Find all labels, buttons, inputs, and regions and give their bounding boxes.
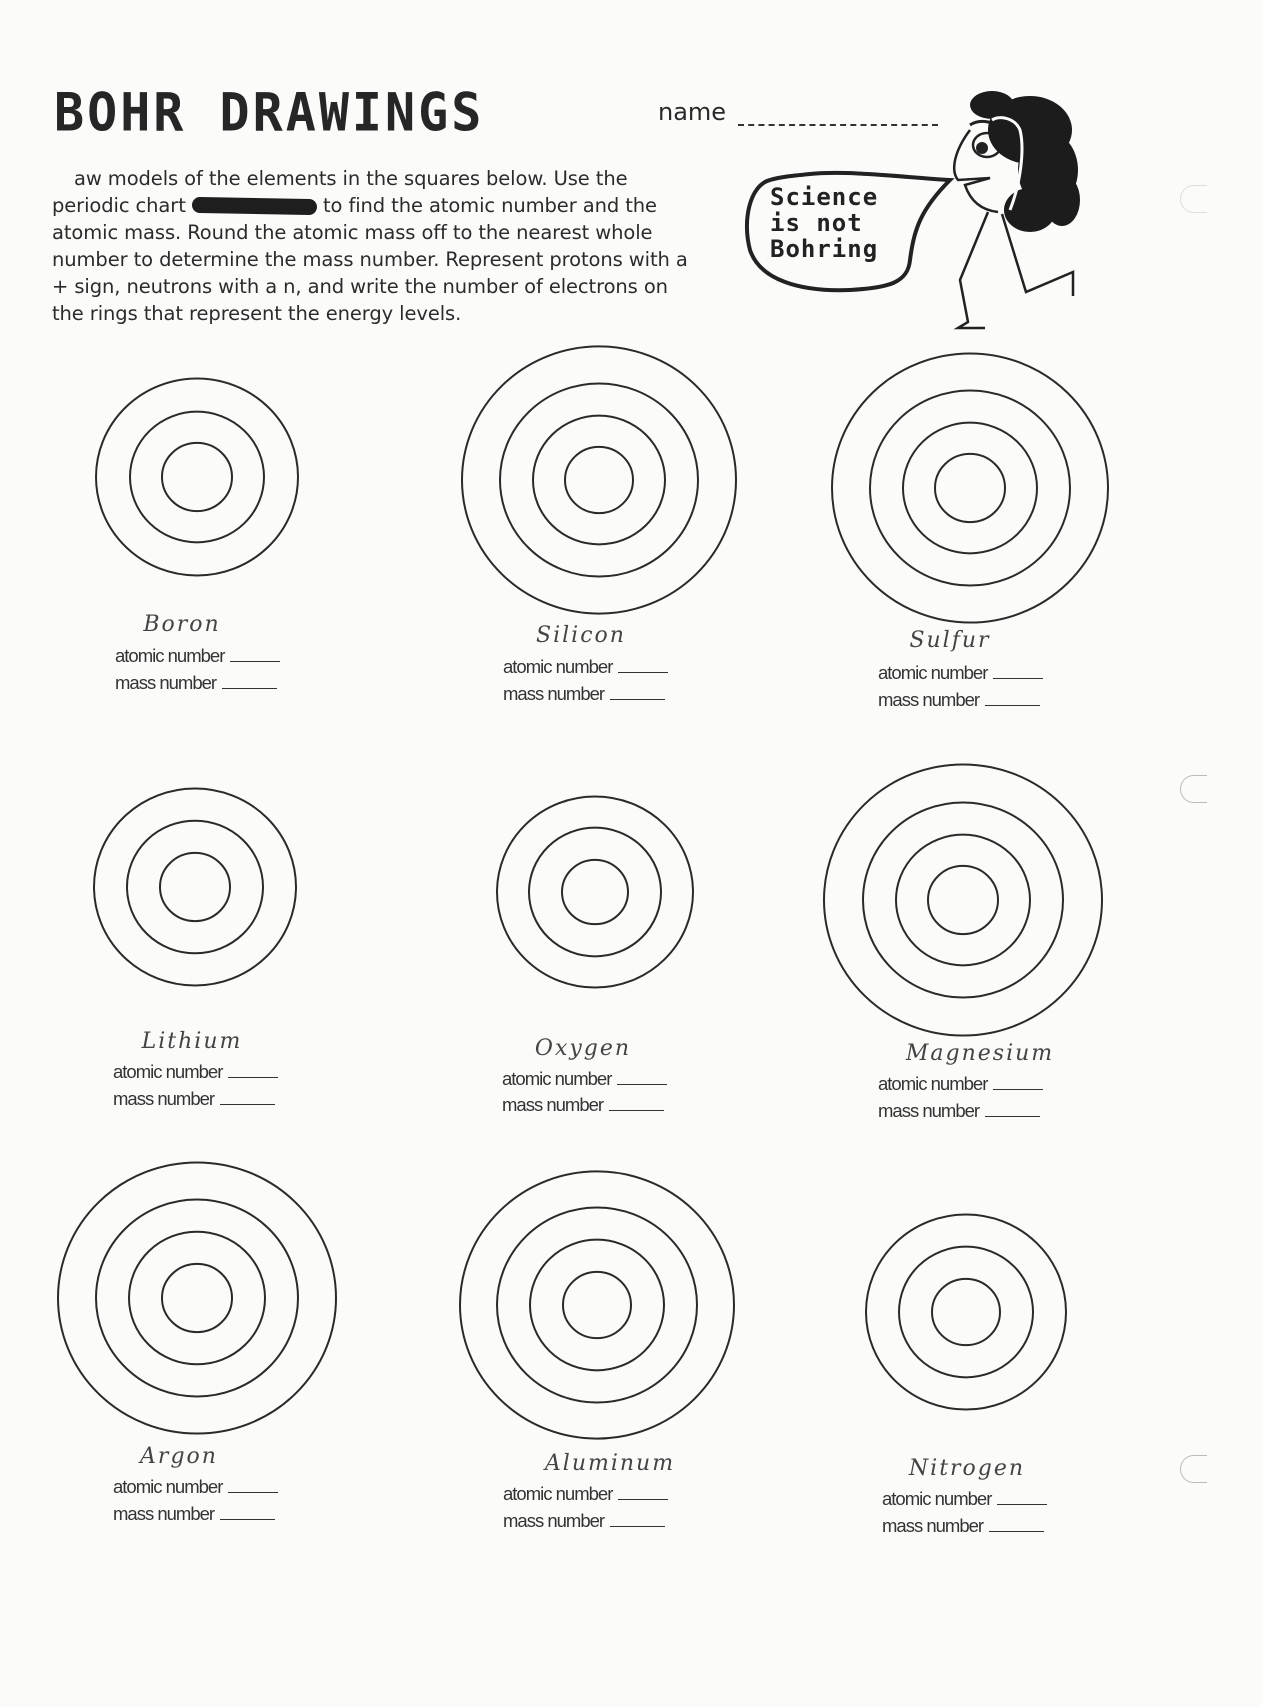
energy-level-ring (500, 383, 698, 576)
energy-level-ring (497, 796, 693, 987)
atomic-number-field (113, 1476, 278, 1498)
energy-level-ring (935, 454, 1005, 522)
atomic-number-label: atomic number (115, 645, 225, 666)
energy-level-ring (460, 1171, 734, 1438)
instruction-line: + sign, neutrons with a n, and write the number of electrons on (52, 275, 668, 298)
energy-level-ring (58, 1162, 336, 1433)
mass-number-field (113, 1088, 275, 1110)
mass-number-field (503, 683, 665, 705)
energy-level-ring (863, 803, 1063, 998)
energy-level-ring (899, 1247, 1033, 1378)
mass-number-blank[interactable] (610, 698, 665, 700)
energy-level-ring (162, 1264, 232, 1332)
energy-level-ring (130, 412, 264, 543)
energy-level-ring (160, 853, 230, 921)
energy-level-ring (497, 1208, 697, 1403)
energy-level-ring (129, 1232, 265, 1365)
atomic-number-label: atomic number (502, 1068, 612, 1089)
speech-line: is not (770, 209, 863, 237)
energy-level-ring (563, 1272, 631, 1338)
atomic-number-field (878, 662, 1043, 684)
energy-level-ring (903, 423, 1037, 554)
element-name: Argon (140, 1444, 218, 1469)
atomic-number-blank[interactable] (618, 1498, 668, 1500)
energy-level-ring (162, 443, 232, 511)
mass-number-field (113, 1503, 275, 1525)
atomic-number-blank[interactable] (997, 1503, 1047, 1505)
bohr-model-silicon[interactable] (462, 346, 736, 613)
atomic-number-blank[interactable] (618, 671, 668, 673)
mass-number-label: mass number (502, 1094, 604, 1115)
instruction-line: the rings that represent the energy levels. (52, 302, 462, 325)
atomic-number-blank[interactable] (228, 1491, 278, 1493)
element-name: Boron (143, 612, 221, 637)
atomic-number-blank[interactable] (617, 1083, 667, 1085)
instruction-line: number to determine the mass number. Represent protons with a (52, 248, 688, 271)
mass-number-field (882, 1515, 1044, 1537)
mass-number-label: mass number (503, 683, 605, 704)
atomic-number-field (882, 1488, 1047, 1510)
bohr-model-sulfur[interactable] (832, 353, 1108, 622)
atomic-number-label: atomic number (878, 662, 988, 683)
mass-number-label: mass number (882, 1515, 984, 1536)
atomic-number-field (502, 1068, 667, 1090)
atomic-number-label: atomic number (113, 1061, 223, 1082)
energy-level-ring (896, 835, 1030, 966)
atomic-number-label: atomic number (878, 1073, 988, 1094)
mass-number-label: mass number (115, 672, 217, 693)
mass-number-blank[interactable] (609, 1109, 664, 1111)
atomic-number-field (115, 645, 280, 667)
mass-number-blank[interactable] (222, 687, 277, 689)
mass-number-blank[interactable] (220, 1518, 275, 1520)
atomic-number-field (503, 1483, 668, 1505)
mass-number-field (502, 1094, 664, 1116)
mass-number-label: mass number (503, 1510, 605, 1531)
binder-hole-mark (1180, 1455, 1207, 1483)
binder-hole-mark (1180, 185, 1207, 213)
element-name: Lithium (141, 1029, 243, 1054)
instruction-line: aw models of the elements in the squares below. Use the (74, 167, 628, 190)
energy-level-ring (565, 447, 633, 513)
energy-level-ring (832, 353, 1108, 622)
energy-level-ring (127, 821, 263, 954)
atomic-number-blank[interactable] (993, 677, 1043, 679)
energy-level-ring (928, 866, 998, 934)
mass-number-label: mass number (878, 1100, 980, 1121)
mass-number-blank[interactable] (220, 1103, 275, 1105)
atomic-number-label: atomic number (113, 1476, 223, 1497)
mass-number-blank[interactable] (610, 1525, 665, 1527)
bohr-model-magnesium[interactable] (824, 764, 1102, 1035)
bohr-model-argon[interactable] (58, 1162, 336, 1433)
name-label: name (658, 98, 727, 126)
element-name: Oxygen (534, 1036, 632, 1061)
atomic-number-field (878, 1073, 1043, 1095)
speech-line: Science (770, 183, 879, 211)
atomic-number-label: atomic number (503, 1483, 613, 1504)
mass-number-field (878, 689, 1040, 711)
mass-number-field (503, 1510, 665, 1532)
mass-number-field (878, 1100, 1040, 1122)
energy-level-ring (870, 391, 1070, 586)
atomic-number-field (113, 1061, 278, 1083)
atomic-number-field (503, 656, 668, 678)
atomic-number-label: atomic number (882, 1488, 992, 1509)
energy-level-ring (529, 828, 661, 957)
element-name: Aluminum (544, 1451, 676, 1476)
mass-number-label: mass number (113, 1088, 215, 1109)
bohr-model-lithium[interactable] (94, 789, 296, 986)
energy-level-ring (866, 1215, 1066, 1410)
instruction-text: to find the atomic number and the (322, 194, 657, 217)
energy-level-ring (96, 1200, 298, 1397)
energy-level-ring (562, 860, 628, 924)
energy-level-ring (96, 379, 298, 576)
element-name: Magnesium (905, 1041, 1055, 1066)
element-name: Silicon (536, 623, 626, 648)
energy-level-ring (94, 789, 296, 986)
bohr-model-oxygen[interactable] (497, 796, 693, 987)
mass-number-blank[interactable] (985, 1115, 1040, 1117)
mass-number-blank[interactable] (985, 704, 1040, 706)
energy-level-ring (462, 346, 736, 613)
instruction-text: periodic chart (52, 194, 186, 217)
page-title: BOHR DRAWINGS (54, 82, 485, 143)
energy-level-ring (932, 1279, 1000, 1345)
mass-number-label: mass number (113, 1503, 215, 1524)
atomic-number-blank[interactable] (230, 660, 280, 662)
instruction-line: atomic mass. Round the atomic mass off to the nearest whole (52, 221, 653, 244)
energy-level-ring (533, 416, 665, 545)
element-name: Nitrogen (908, 1456, 1026, 1481)
atomic-number-blank[interactable] (993, 1088, 1043, 1090)
bohr-model-nitrogen[interactable] (866, 1215, 1066, 1410)
energy-level-ring (824, 764, 1102, 1035)
mass-number-blank[interactable] (989, 1530, 1044, 1532)
speech-line: Bohring (770, 235, 879, 263)
mass-number-field (115, 672, 277, 694)
element-name: Sulfur (909, 628, 991, 653)
bohr-model-boron[interactable] (96, 379, 298, 576)
energy-level-ring (530, 1240, 664, 1371)
atomic-number-label: atomic number (503, 656, 613, 677)
binder-hole-mark (1180, 775, 1207, 803)
bohr-model-aluminum[interactable] (460, 1171, 734, 1438)
mass-number-label: mass number (878, 689, 980, 710)
atomic-number-blank[interactable] (228, 1076, 278, 1078)
